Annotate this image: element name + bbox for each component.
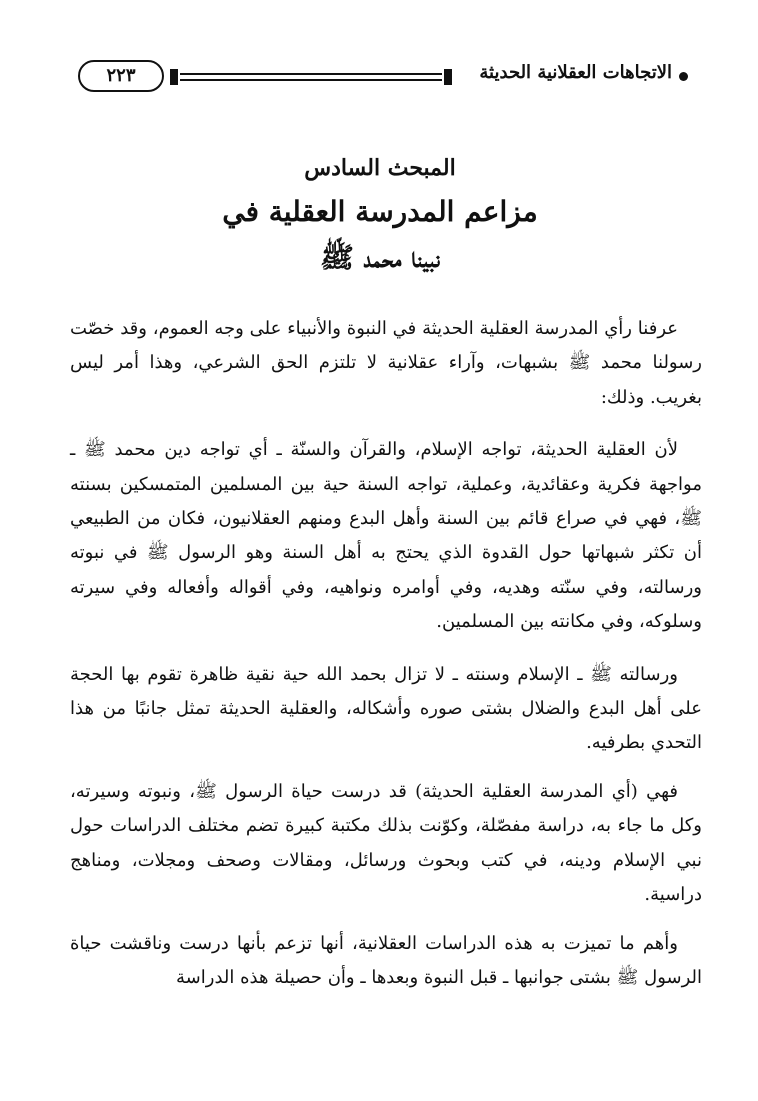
- paragraph: ورسالته ﷺ ـ الإسلام وسنته ـ لا تزال بحمد الله حية نقية ظاهرة تقوم بها الحجة على أهل البدع والضلال بشتى صوره وأشكاله، والعقلية الحديثة تمثل جانبًا من هذا التحدي بطرفيه.: [70, 663, 702, 754]
- rule-end-block: [444, 69, 452, 85]
- rule-line: [180, 73, 442, 75]
- rule-line: [180, 79, 442, 81]
- bullet-icon: [679, 72, 688, 81]
- section-title: مزاعم المدرسة العقلية في: [222, 195, 538, 228]
- rule-end-block: [170, 69, 178, 85]
- section-subtitle: نبينا محمد ﷺ: [320, 241, 440, 274]
- paragraph: وأهم ما تميزت به هذه الدراسات العقلانية، أنها تزعم بأنها درست وناقشت حياة الرسول ﷺ بشتى جوانبها ـ قبل النبوة وبعدها ـ وأن حصيلة هذه الدراسة: [70, 932, 702, 988]
- page-number: ٢٢٣: [78, 60, 164, 92]
- section-label: المبحث السادس: [304, 155, 456, 181]
- running-header: [78, 60, 688, 94]
- section-heading: [100, 148, 660, 280]
- paragraph: لأن العقلية الحديثة، تواجه الإسلام، والقرآن والسنّة ـ أي تواجه دين محمد ﷺ ـ مواجهة فكرية وعقائدية، وعملية، تواجه السنة حية بين المسلمين المتمسكين بسنته ﷺ، فهي في صراع قائم بين السنة وأهل البدع ومنهم العقلانيون، فكان من الطبيعي أن تكثر شبهاتها حول القدوة الذي يحتج به أهل السنة وهو الرسول ﷺ في نبوته ورسالته، وفي سنّته وهديه، وفي أوامره ونواهيه، وفي أقواله وأفعاله وفي سيرته وسلوكه، وفي مكانته بين المسلمين.: [70, 439, 702, 633]
- paragraph: عرفنا رأي المدرسة العقلية الحديثة في النبوة والأنبياء على وجه العموم، وقد خصّت رسولنا محمد ﷺ بشبهات، وآراء عقلانية لا تلتزم الحق الشرعي، وهذا أمر ليس بغريب. وذلك:: [70, 318, 702, 408]
- running-title: الاتجاهات العقلانية الحديثة: [479, 62, 672, 83]
- paragraph: فهي (أي المدرسة العقلية الحديثة) قد درست حياة الرسول ﷺ، ونبوته وسيرته، وكل ما جاء به، دراسة مفصّلة، وكوّنت بذلك مكتبة كبيرة تضم مختلف الدراسات حول نبي الإسلام ودينه، في كتب وبحوث ورسائل، ومقالات وصحف ومجلات، ومناهج دراسية.: [70, 780, 702, 906]
- body-text: [70, 312, 702, 1013]
- header-double-rule: [170, 73, 452, 81]
